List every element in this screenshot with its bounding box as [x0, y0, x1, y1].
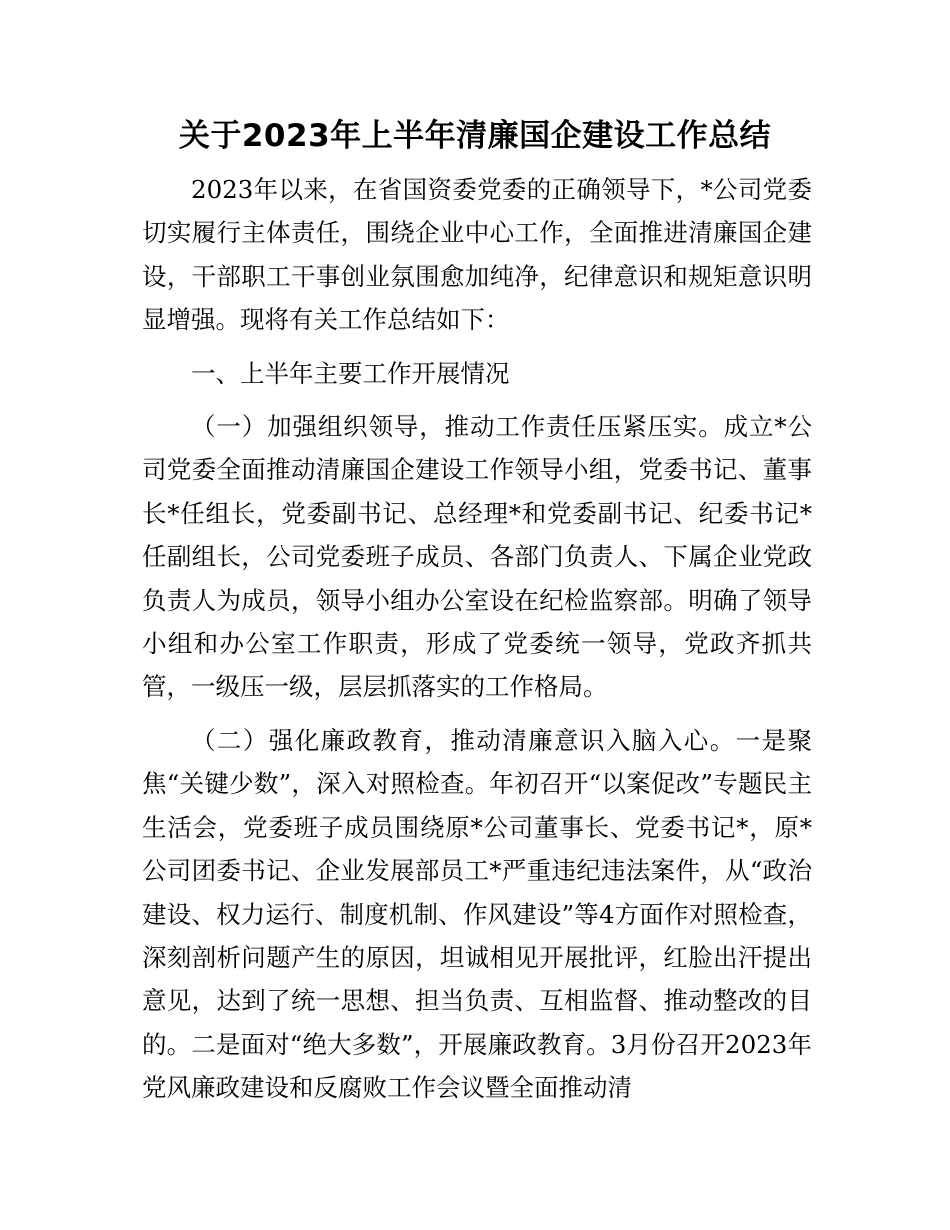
intro-paragraph: 2023年以来，在省国资委党委的正确领导下，*公司党委切实履行主体责任，围绕企业中心工作，全面推进清廉国企建设，干部职工干事创业氛围愈加纯净，纪律意识和规矩意识明显增强。现将有关工作总结如下： [142, 175, 812, 335]
paragraph-organization: （一）加强组织领导，推动工作责任压紧压实。成立*公司党委全面推动清廉国企建设工作领导小组，党委书记、董事长*任组长，党委副书记、总经理*和党委副书记、纪委书记*任副组长，公司党委班子成员、各部门负责人、下属企业党政负责人为成员，领导小组办公室设在纪检监察部。明确了领导小组和办公室工作职责，形成了党委统一领导，党政齐抓共管，一级压一级，层层抓落实的工作格局。 [142, 412, 812, 702]
paragraph-education: （二）强化廉政教育，推动清廉意识入脑入心。一是聚焦“关键少数”，深入对照检查。年初召开“以案促改”专题民主生活会，党委班子成员围绕原*公司董事长、党委书记*，原*公司团委书记、企业发展部员工*严重违纪违法案件，从“政治建设、权力运行、制度机制、作风建设”等4方面作对照检查，深刻剖析问题产生的原因，坦诚相见开展批评，红脸出汗提出意见，达到了统一思想、担当负责、互相监督、推动整改的目的。二是面对“绝大多数”，开展廉政教育。3月份召开2023年党风廉政建设和反腐败工作会议暨全面推动清 [142, 725, 812, 1103]
section-heading: 一、上半年主要工作开展情况 [191, 358, 510, 388]
document-body [142, 168, 812, 1110]
document-title: 关于2023年上半年清廉国企建设工作总结 [178, 118, 772, 154]
